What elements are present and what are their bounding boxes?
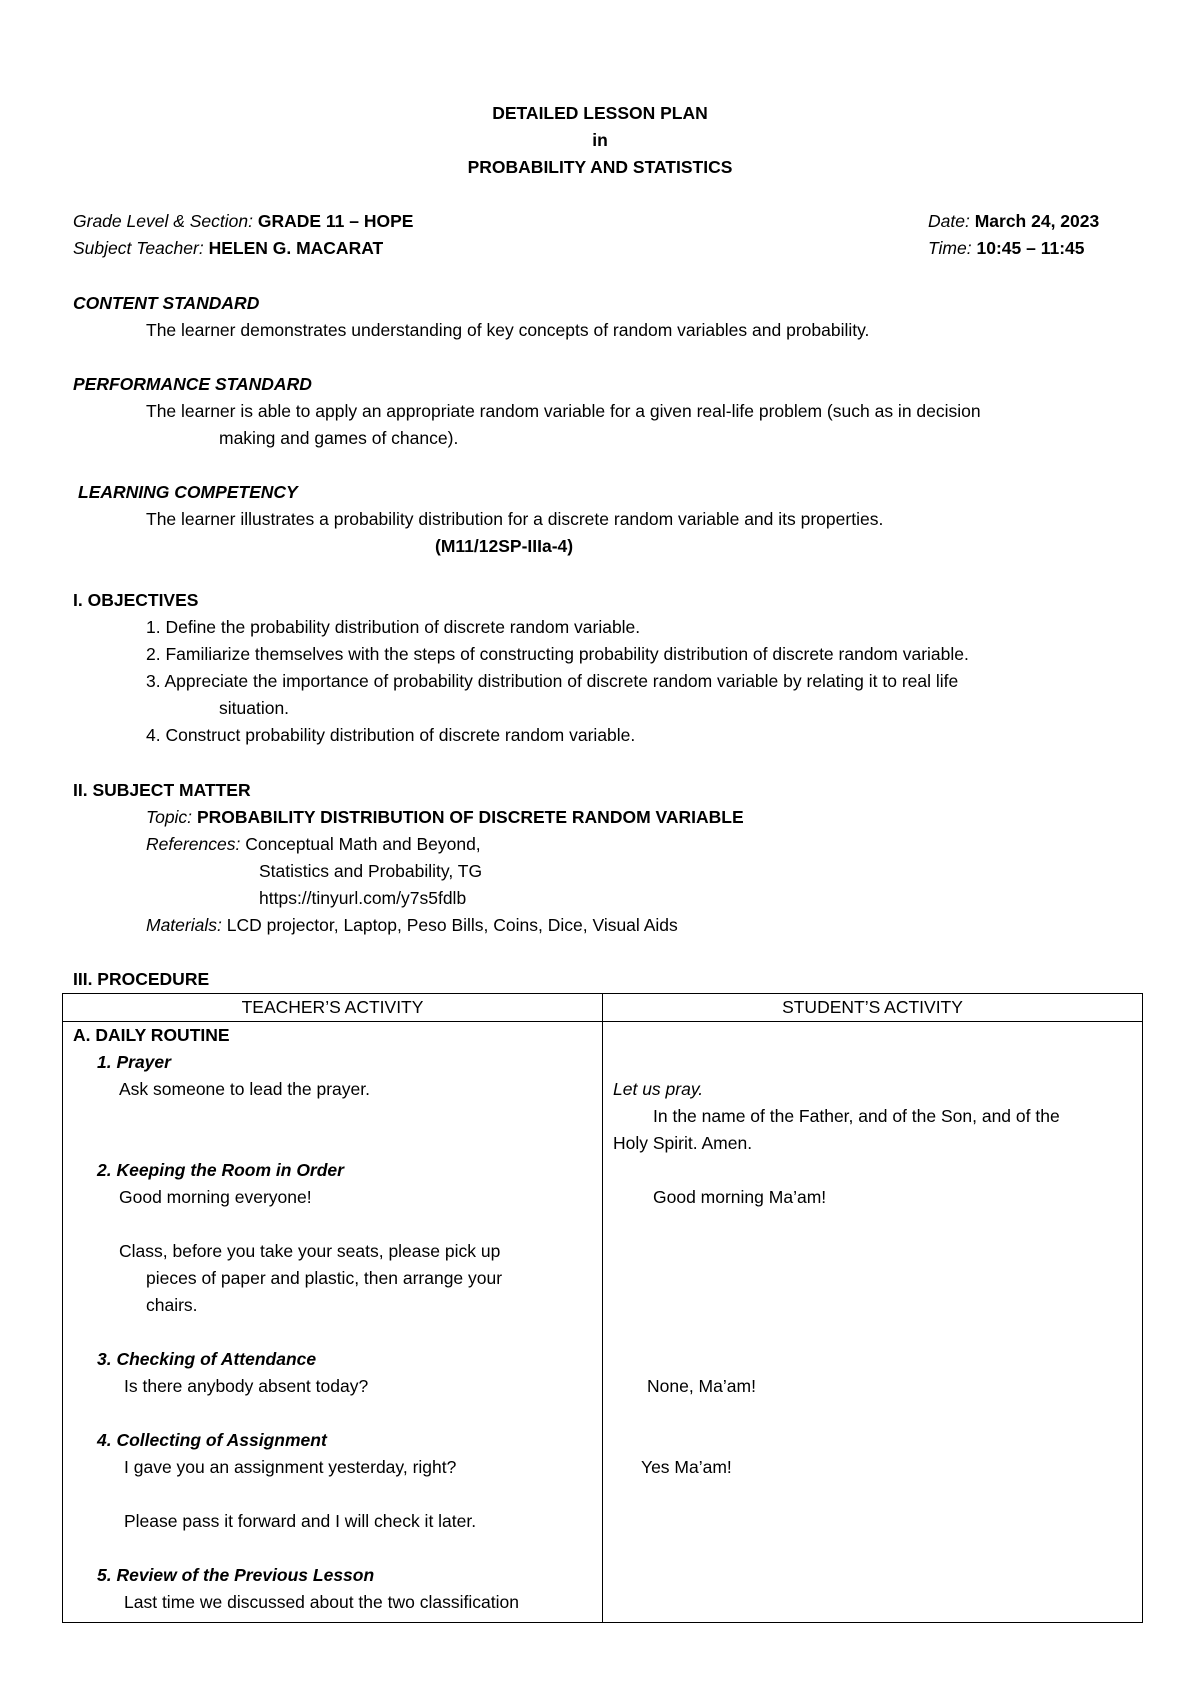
- student-greeting: Good morning Ma’am!: [653, 1187, 827, 1207]
- objective-item-continuation: situation.: [219, 698, 290, 718]
- keeping-room-title: 2. Keeping the Room in Order: [97, 1160, 344, 1180]
- content-standard-heading: CONTENT STANDARD: [73, 293, 260, 313]
- time-value: 10:45 – 11:45: [976, 238, 1085, 258]
- reference-link[interactable]: https://tinyurl.com/y7s5fdlb: [259, 888, 467, 908]
- date-label: Date:: [928, 211, 970, 231]
- materials-label: Materials:: [146, 915, 222, 935]
- room-instruction-line3: chairs.: [146, 1295, 198, 1315]
- student-activity-cell: [603, 1022, 1143, 1623]
- content-standard-text: The learner demonstrates understanding of key concepts of random variables and probability.: [146, 320, 870, 340]
- grade-level-value: GRADE 11 – HOPE: [257, 211, 414, 231]
- prayer-title: 1. Prayer: [97, 1052, 171, 1072]
- objectives-heading: I. OBJECTIVES: [73, 590, 199, 610]
- performance-standard-heading: PERFORMANCE STANDARD: [73, 374, 312, 394]
- objective-item: 3. Appreciate the importance of probability distribution of discrete random variable by relating it to real life: [146, 671, 959, 691]
- topic-label: Topic:: [146, 807, 193, 827]
- topic-line: [146, 804, 744, 831]
- review-text: Last time we discussed about the two classification: [124, 1592, 519, 1612]
- date-value: March 24, 2023: [974, 211, 1100, 231]
- student-activity-header: STUDENT’S ACTIVITY: [603, 994, 1143, 1022]
- greeting-text: Good morning everyone!: [119, 1187, 312, 1207]
- document-subject: PROBABILITY AND STATISTICS: [467, 157, 733, 177]
- grade-level-label: Grade Level & Section:: [73, 211, 253, 231]
- assignment-title: 4. Collecting of Assignment: [97, 1430, 327, 1450]
- topic-value: PROBABILITY DISTRIBUTION OF DISCRETE RANDOM VARIABLE: [196, 807, 744, 827]
- materials-value: LCD projector, Laptop, Peso Bills, Coins, Dice, Visual Aids: [226, 915, 678, 935]
- attendance-text: Is there anybody absent today?: [124, 1376, 369, 1396]
- references-line: [146, 831, 481, 858]
- time-line: [928, 235, 1085, 262]
- reference-item: Statistics and Probability, TG: [259, 861, 483, 881]
- student-prayer-line1: In the name of the Father, and of the Son, and of the: [653, 1106, 1060, 1126]
- table-header-row: [63, 994, 1143, 1022]
- teacher-activity-header: TEACHER’S ACTIVITY: [63, 994, 603, 1022]
- subject-matter-heading: II. SUBJECT MATTER: [73, 780, 251, 800]
- room-instruction-line1: Class, before you take your seats, please pick up: [119, 1241, 501, 1261]
- subject-teacher-label: Subject Teacher:: [73, 238, 204, 258]
- procedure-heading: III. PROCEDURE: [73, 969, 210, 989]
- review-title: 5. Review of the Previous Lesson: [97, 1565, 375, 1585]
- date-line: [928, 208, 1099, 235]
- document-title-connector: in: [592, 130, 608, 150]
- objective-item: 1. Define the probability distribution of discrete random variable.: [146, 617, 641, 637]
- reference-item: Conceptual Math and Beyond,: [245, 834, 481, 854]
- room-instruction-line2: pieces of paper and plastic, then arrange your: [146, 1268, 503, 1288]
- performance-standard-text-line2: making and games of chance).: [219, 428, 459, 448]
- assignment-text2: Please pass it forward and I will check it later.: [124, 1511, 477, 1531]
- learning-competency-code: (M11/12SP-IIIa-4): [435, 536, 574, 556]
- time-label: Time:: [928, 238, 972, 258]
- table-row: [63, 1022, 1143, 1623]
- subject-teacher-value: HELEN G. MACARAT: [208, 238, 384, 258]
- prayer-text: Ask someone to lead the prayer.: [119, 1079, 370, 1099]
- attendance-title: 3. Checking of Attendance: [97, 1349, 317, 1369]
- performance-standard-text-line1: The learner is able to apply an appropriate random variable for a given real-life problem (such as in decision: [146, 401, 981, 421]
- teacher-activity-cell: [63, 1022, 603, 1623]
- subject-teacher-line: [73, 235, 383, 262]
- student-prayer-intro: Let us pray.: [613, 1079, 704, 1099]
- learning-competency-heading: LEARNING COMPETENCY: [78, 482, 298, 502]
- assignment-text1: I gave you an assignment yesterday, right?: [124, 1457, 457, 1477]
- daily-routine-heading: A. DAILY ROUTINE: [73, 1025, 230, 1045]
- grade-level-line: [73, 208, 413, 235]
- student-prayer-line2: Holy Spirit. Amen.: [613, 1133, 753, 1153]
- student-attendance-reply: None, Ma’am!: [647, 1376, 756, 1396]
- references-label: References:: [146, 834, 241, 854]
- objective-item: 2. Familiarize themselves with the steps of constructing probability distribution of discrete random variable.: [146, 644, 969, 664]
- student-assignment-reply: Yes Ma’am!: [641, 1457, 732, 1477]
- objective-item: 4. Construct probability distribution of discrete random variable.: [146, 725, 636, 745]
- materials-line: [146, 912, 678, 939]
- procedure-table: [62, 993, 1143, 1623]
- document-title: DETAILED LESSON PLAN: [492, 103, 708, 123]
- learning-competency-text: The learner illustrates a probability distribution for a discrete random variable and its properties.: [146, 509, 884, 529]
